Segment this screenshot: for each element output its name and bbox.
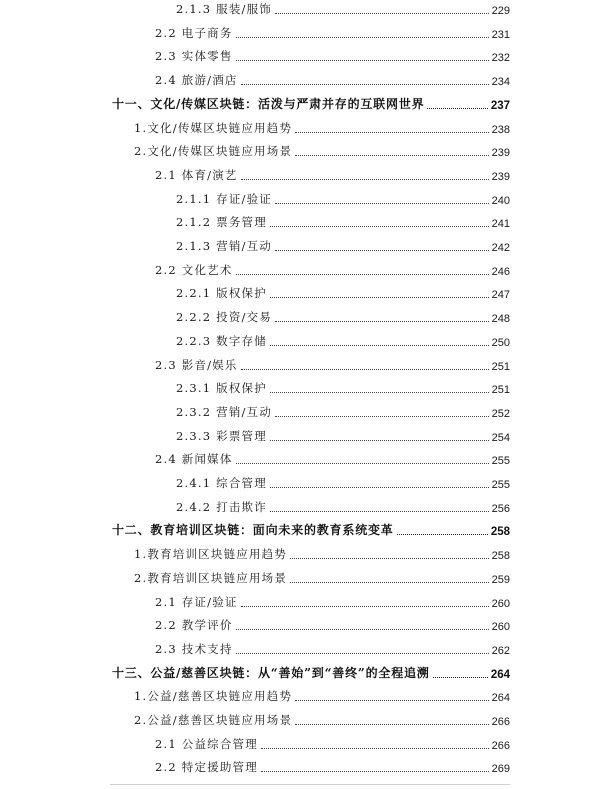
toc-dot-leader [236,60,489,61]
toc-entry[interactable] [155,732,510,752]
toc-dot-leader [275,250,489,251]
toc-page-number: 266 [491,739,510,752]
toc-entry-title: 2.公益/慈善区块链应用场景 [134,713,293,727]
toc-entry[interactable] [176,495,510,515]
toc-entry-title: 十三、公益/慈善区块链：从“善始”到“善终”的全程追溯 [112,665,430,680]
toc-entry[interactable] [134,684,510,704]
toc-entry-title: 十一、文化/传媒区块链：活泼与严肃并存的互联网世界 [112,96,425,111]
toc-entry[interactable] [155,637,510,657]
toc-dot-leader [295,155,488,156]
toc-entry[interactable] [134,566,510,586]
toc-entry-title: 2.2.3 数字存储 [176,333,267,348]
toc-page-number: 231 [491,28,510,41]
toc-dot-leader [295,132,488,133]
toc-entry-title: 2.3 技术支持 [155,641,233,656]
toc-entry[interactable] [155,613,510,633]
toc-dot-leader [236,463,489,464]
toc-page-number: 260 [491,621,510,634]
toc-entry-title: 2.1 公益综合管理 [155,736,258,751]
toc-entry-title: 1.教育培训区块链应用趋势 [134,547,288,562]
toc-entry[interactable] [176,424,510,444]
toc-page-number: 229 [491,5,510,17]
toc-entry[interactable] [176,234,510,254]
toc-entry[interactable] [155,21,510,41]
toc-dot-leader [236,629,489,630]
toc-page-number: 256 [491,502,510,515]
toc-dot-leader [241,179,489,180]
toc-page-number: 238 [491,123,510,136]
toc-entry[interactable] [134,139,510,159]
toc-entry[interactable] [134,708,510,728]
toc-dot-leader [270,297,489,298]
toc-entry-title: 2.1.2 票务管理 [176,215,267,230]
toc-entry-title: 2.3 实体零售 [155,49,233,64]
toc-entry-title: 2.教育培训区块链应用场景 [134,570,288,585]
toc-entry-title: 2.2 文化艺术 [155,262,233,277]
toc-page-number: 264 [490,668,510,681]
toc-entry[interactable] [155,44,510,64]
toc-page-number: 239 [491,147,510,160]
toc-page-number: 258 [491,550,510,563]
toc-dot-leader [295,700,488,701]
toc-page-number: 241 [491,218,510,231]
toc-entry-title: 2.2 电子商务 [155,25,233,40]
toc-page-number: 255 [491,455,510,468]
toc-page-number: 269 [491,763,510,776]
toc-page-number: 251 [491,384,510,397]
toc-page-number: 251 [491,360,510,373]
toc-entry[interactable] [176,187,510,207]
toc-entry[interactable] [176,305,510,325]
toc-page-number: 232 [491,52,510,65]
toc-dot-leader [270,226,489,227]
toc-entry-title: 1.文化/传媒区块链应用趋势 [134,120,293,135]
toc-entry[interactable] [176,471,510,491]
toc-entry-title: 2.3.2 营销/互动 [176,404,272,419]
toc-dot-leader [241,369,489,370]
toc-page-number: 259 [491,573,510,586]
toc-dot-leader [427,108,487,109]
toc-entry[interactable] [176,376,510,396]
toc-entry-title: 2.1 体育/演艺 [155,167,238,182]
toc-chapter-entry[interactable] [112,92,510,112]
toc-entry[interactable] [155,68,510,88]
toc-page-number: 247 [491,289,510,302]
toc-entry[interactable] [176,400,510,420]
toc-dot-leader [261,771,489,772]
toc-entry[interactable] [176,210,510,230]
toc-dot-leader [290,558,489,559]
toc-entry-title: 2.1.1 存证/验证 [176,191,272,206]
toc-chapter-entry[interactable] [112,661,510,681]
toc-dot-leader [397,534,488,535]
toc-entry-title: 2.2 特定援助管理 [155,760,258,775]
toc-entry-title: 2.4 旅游/酒店 [155,73,238,88]
page-edge-divider [110,784,510,789]
toc-entry[interactable] [155,258,510,278]
toc-page-number: 262 [491,644,510,657]
toc-dot-leader [270,440,489,441]
toc-entry[interactable] [155,447,510,467]
toc-page-number: 240 [491,194,510,207]
toc-dot-leader [236,37,489,38]
toc-page-number: 252 [491,407,510,420]
toc-page-number: 234 [491,76,510,89]
toc-entry-title: 2.1 存证/验证 [155,594,238,609]
toc-dot-leader [275,203,489,204]
toc-dot-leader [236,274,489,275]
toc-entry[interactable] [176,329,510,349]
toc-page-number: 237 [490,99,510,112]
toc-entry[interactable] [176,0,510,17]
toc-entry-title: 2.2.1 版权保护 [176,286,267,301]
toc-page-number: 242 [491,242,510,254]
toc-dot-leader [241,84,489,85]
toc-page-number: 264 [491,692,510,705]
toc-page-number: 248 [491,313,510,326]
toc-dot-leader [275,416,489,417]
toc-entry[interactable] [134,542,510,562]
toc-entry[interactable] [155,163,510,183]
toc-page-number: 246 [491,265,510,278]
toc-page-number: 255 [491,479,510,491]
toc-dot-leader [270,345,489,346]
toc-entry-title: 2.1.3 服装/服饰 [176,2,272,16]
toc-entry[interactable] [155,353,510,373]
toc-page-number: 239 [491,170,510,183]
toc-entry-title: 2.1.3 营销/互动 [176,239,272,253]
toc-page-number: 258 [490,526,510,539]
toc-dot-leader [290,582,489,583]
toc-dot-leader [270,487,489,488]
toc-dot-leader [433,677,488,678]
toc-dot-leader [275,13,489,14]
toc-entry[interactable] [176,281,510,301]
toc-dot-leader [275,321,489,322]
toc-entry-title: 2.3 影音/娱乐 [155,357,238,372]
toc-entry-title: 2.文化/传媒区块链应用场景 [134,144,293,159]
toc-entry-title: 2.2.2 投资/交易 [176,310,272,325]
toc-dot-leader [295,724,488,725]
toc-entry-title: 2.4.1 综合管理 [176,476,267,490]
toc-entry-title: 2.3.1 版权保护 [176,381,267,396]
toc-dot-leader [261,748,489,749]
toc-entry-title: 十二、教育培训区块链：面向未来的教育系统变革 [112,523,394,538]
toc-entry-title: 1.公益/慈善区块链应用趋势 [134,689,293,704]
toc-entry-title: 2.4.2 打击欺诈 [176,499,267,514]
toc-entry[interactable] [155,755,510,775]
toc-dot-leader [236,653,489,654]
toc-entry[interactable] [134,116,510,136]
toc-page-number: 260 [491,597,510,610]
toc-chapter-entry[interactable] [112,518,510,538]
toc-entry-title: 2.3.3 彩票管理 [176,428,267,443]
toc-dot-leader [270,392,489,393]
toc-entry[interactable] [155,590,510,610]
toc-page-number: 254 [491,431,510,444]
toc-dot-leader [270,511,489,512]
toc-entry-title: 2.2 教学评价 [155,618,233,633]
toc-dot-leader [241,606,489,607]
toc-page-number: 250 [491,336,510,349]
toc-page-number: 266 [491,716,510,728]
toc-entry-title: 2.4 新闻媒体 [155,452,233,467]
